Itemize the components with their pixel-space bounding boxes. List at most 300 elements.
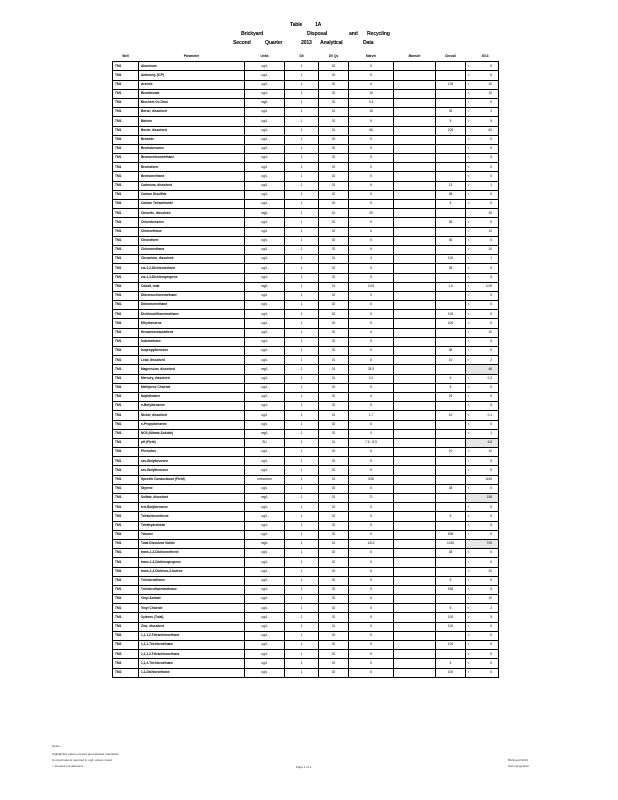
cell-marvel: 1412 (349, 539, 394, 548)
cell-chrusll: 205 (436, 126, 466, 135)
cell-units: ug/L (245, 530, 285, 539)
cell-dv-qs: 02 (319, 328, 349, 337)
cell-dilution: 1 (285, 310, 319, 319)
cell-chrusll (436, 291, 466, 300)
cell-units: ug/L (245, 172, 285, 181)
cell-detect-flag: < (466, 282, 472, 291)
title-word-recycling: Recycling (367, 31, 390, 37)
page-number: Page 1 of 2 (296, 765, 312, 769)
cell-detect-flag: < (466, 181, 472, 190)
cell-units: mg/L (245, 209, 285, 218)
cell-units: ug/L (245, 273, 285, 282)
cell-dv-qs: 02 (319, 659, 349, 668)
cell-mansell (394, 641, 436, 650)
cell-dilution: 1 (285, 282, 319, 291)
cell-detect-flag: < (466, 310, 472, 319)
cell-mansell (394, 604, 436, 613)
cell-parameter: Naphthalene (139, 392, 245, 401)
table-row (113, 200, 499, 209)
cell-well: TM1 (113, 392, 139, 401)
table-row (113, 264, 499, 273)
cell-marvel: 5 (349, 190, 394, 199)
table-row (113, 558, 499, 567)
cell-well: TM2 (113, 668, 139, 677)
cell-result-2013: 5 (472, 650, 499, 659)
cell-result-2013: 5 (472, 273, 499, 282)
cell-chrusll: 538 (436, 530, 466, 539)
cell-chrusll: 100 (436, 613, 466, 622)
col-header-marvel: Marvel (349, 53, 394, 62)
cell-marvel: 5 (349, 236, 394, 245)
cell-dilution: 1 (285, 218, 319, 227)
cell-units: ug/L (245, 549, 285, 558)
cell-dv-qs: 02 (319, 392, 349, 401)
cell-marvel: 0.5 (349, 98, 394, 107)
table-row (113, 365, 499, 374)
table-row (113, 126, 499, 135)
cell-detect-flag: < (466, 521, 472, 530)
table-row (113, 521, 499, 530)
cell-parameter: Arsenic (139, 80, 245, 89)
cell-result-2013: 706 (472, 539, 499, 548)
cell-dilution: 1 (285, 475, 319, 484)
cell-dv-qs: 02 (319, 89, 349, 98)
cell-detect-flag: < (466, 108, 472, 117)
cell-chrusll: 5 (436, 512, 466, 521)
cell-units: ug/L (245, 420, 285, 429)
cell-parameter: trans-1,3-Dichloropropene (139, 558, 245, 567)
cell-units: ug/L (245, 457, 285, 466)
cell-detect-flag: < (466, 659, 472, 668)
cell-detect-flag: < (466, 466, 472, 475)
note-2: Concentrations reported in ug/L unless noted (52, 758, 112, 762)
cell-detect-flag: < (466, 585, 472, 594)
cell-mansell (394, 567, 436, 576)
cell-chrusll (436, 328, 466, 337)
cell-chrusll: 13 (436, 181, 466, 190)
cell-units: mg/L (245, 365, 285, 374)
cell-detect-flag: < (466, 301, 472, 310)
cell-marvel: 5 (349, 585, 394, 594)
cell-dv-qs: 02 (319, 71, 349, 80)
cell-detect-flag: < (466, 71, 472, 80)
cell-parameter: cis-1,3-Dichloropropene (139, 273, 245, 282)
cell-result-2013: 5 (472, 383, 499, 392)
cell-result-2013: 5 (472, 392, 499, 401)
cell-detect-flag: < (466, 62, 472, 71)
col-header-well: Well (113, 53, 139, 62)
cell-parameter: Sulfate, dissolved (139, 494, 245, 503)
cell-mansell (394, 549, 436, 558)
cell-result-2013: 10 (472, 448, 499, 457)
cell-well: TM1 (113, 383, 139, 392)
cell-dv-qs: 01 (319, 181, 349, 190)
cell-dilution: 1 (285, 319, 319, 328)
cell-units: ug/L (245, 503, 285, 512)
cell-marvel: 5 (349, 163, 394, 172)
cell-marvel: 5 (349, 154, 394, 163)
cell-marvel: 5 (349, 530, 394, 539)
cell-mansell (394, 163, 436, 172)
cell-chrusll (436, 420, 466, 429)
cell-mansell (394, 227, 436, 236)
cell-mansell (394, 365, 436, 374)
table-row (113, 190, 499, 199)
cell-dv-qs: 02 (319, 135, 349, 144)
cell-parameter: Biochem Ox Dmd (139, 98, 245, 107)
cell-marvel: 5 (349, 668, 394, 677)
cell-marvel: 6 (349, 181, 394, 190)
cell-parameter: Bicarbonate (139, 89, 245, 98)
cell-dv-qs: 02 (319, 383, 349, 392)
table-row (113, 172, 499, 181)
cell-result-2013: 5 (472, 558, 499, 567)
cell-marvel: 5 (349, 273, 394, 282)
cell-dv-qs: 02 (319, 190, 349, 199)
cell-dilution: 1 (285, 549, 319, 558)
cell-dilution: 1 (285, 650, 319, 659)
cell-units: ug/L (245, 383, 285, 392)
cell-well: TM1 (113, 494, 139, 503)
cell-units: ug/L (245, 245, 285, 254)
table-row (113, 117, 499, 126)
cell-dv-qs: 02 (319, 585, 349, 594)
cell-result-2013: 0.05 (472, 282, 499, 291)
cell-marvel: 28.9 (349, 365, 394, 374)
cell-detect-flag: < (466, 383, 472, 392)
table-header-row (113, 53, 499, 62)
cell-well: TM1 (113, 273, 139, 282)
cell-units: ug/L (245, 659, 285, 668)
cell-dv-qs: 02 (319, 650, 349, 659)
cell-marvel: 15 (349, 89, 394, 98)
cell-parameter: Boron, dissolved (139, 108, 245, 117)
cell-parameter: Bromomethane (139, 172, 245, 181)
cell-parameter: Dichlorodifluoromethane (139, 310, 245, 319)
title-word-disposal: Disposal (307, 31, 328, 37)
cell-marvel: 5 (349, 71, 394, 80)
cell-chrusll: 538 (436, 585, 466, 594)
cell-dv-qs: 01 (319, 494, 349, 503)
table-row (113, 282, 499, 291)
cell-chrusll: 135 (436, 80, 466, 89)
cell-detect-flag: < (466, 411, 472, 420)
cell-chrusll: 100 (436, 255, 466, 264)
cell-dilution: 1 (285, 328, 319, 337)
cell-result-2013: 1 (472, 181, 499, 190)
cell-dv-qs: 02 (319, 264, 349, 273)
cell-units: ug/L (245, 310, 285, 319)
cell-marvel: 6 (349, 392, 394, 401)
cell-result-2013: 5 (472, 631, 499, 640)
cell-well: TM1 (113, 539, 139, 548)
cell-result-2013: 6 (472, 71, 499, 80)
cell-dilution: 1 (285, 200, 319, 209)
cell-chrusll (436, 475, 466, 484)
cell-chrusll (436, 494, 466, 503)
cell-dv-qs: 02 (319, 227, 349, 236)
cell-units: ug/L (245, 135, 285, 144)
cell-marvel: 5 (349, 466, 394, 475)
cell-marvel: 5 (349, 172, 394, 181)
cell-detect-flag: < (466, 420, 472, 429)
cell-parameter: Boron, dissolved (139, 126, 245, 135)
cell-chrusll (436, 172, 466, 181)
cell-chrusll: 100 (436, 310, 466, 319)
cell-units: ug/L (245, 356, 285, 365)
cell-dv-qs: 02 (319, 218, 349, 227)
cell-chrusll: 38 (436, 190, 466, 199)
cell-detect-flag: < (466, 80, 472, 89)
table-row (113, 144, 499, 153)
cell-chrusll: 100 (436, 668, 466, 677)
cell-dilution: 1 (285, 503, 319, 512)
cell-well: TM1 (113, 255, 139, 264)
cell-dilution: 1 (285, 209, 319, 218)
cell-well: TM1 (113, 301, 139, 310)
cell-dv-qs: 02 (319, 273, 349, 282)
cell-parameter: 1,1,2-Trichloroethane (139, 659, 245, 668)
cell-marvel: 5 (349, 457, 394, 466)
cell-parameter: Chloroform (139, 236, 245, 245)
cell-dv-qs: 01 (319, 282, 349, 291)
cell-result-2013: 1165 (472, 475, 499, 484)
cell-parameter: Aluminum (139, 62, 245, 71)
cell-well: TM2 (113, 641, 139, 650)
cell-dv-qs: 02 (319, 117, 349, 126)
cell-parameter: Trichlorofluoromethane (139, 585, 245, 594)
cell-marvel: 5 (349, 117, 394, 126)
cell-mansell (394, 98, 436, 107)
cell-dilution: 1 (285, 144, 319, 153)
cell-marvel: 5 (349, 549, 394, 558)
table-row (113, 530, 499, 539)
table-row (113, 71, 499, 80)
cell-mansell (394, 89, 436, 98)
cell-dilution: 1 (285, 438, 319, 447)
cell-detect-flag: < (466, 604, 472, 613)
cell-dv-qs: 02 (319, 337, 349, 346)
cell-dilution: 1 (285, 585, 319, 594)
cell-result-2013: 5 (472, 521, 499, 530)
cell-well: TM1 (113, 558, 139, 567)
cell-result-2013: 62 (472, 126, 499, 135)
cell-mansell (394, 466, 436, 475)
cell-parameter: Methylene Chloride (139, 383, 245, 392)
cell-dilution: 1 (285, 80, 319, 89)
cell-marvel: 5 (349, 402, 394, 411)
cell-units: mg/L (245, 429, 285, 438)
cell-dv-qs: 02 (319, 402, 349, 411)
cell-dv-qs: 02 (319, 319, 349, 328)
table-row (113, 154, 499, 163)
cell-parameter: sec-Butylbenzene (139, 466, 245, 475)
cell-units: ug/L (245, 613, 285, 622)
cell-chrusll (436, 227, 466, 236)
cell-parameter: Carbon Tetrachloride (139, 200, 245, 209)
cell-mansell (394, 282, 436, 291)
cell-dv-qs: 02 (319, 301, 349, 310)
table-row (113, 236, 499, 245)
cell-marvel: 5 (349, 310, 394, 319)
cell-dv-qs: 01 (319, 438, 349, 447)
cell-well: TM1 (113, 466, 139, 475)
table-row (113, 181, 499, 190)
table-row (113, 604, 499, 613)
cell-detect-flag: < (466, 347, 472, 356)
col-header-dilution: Dil (285, 53, 319, 62)
cell-units: ug/L (245, 319, 285, 328)
cell-units: ug/L (245, 521, 285, 530)
cell-well: TM1 (113, 521, 139, 530)
table-body (113, 62, 499, 678)
cell-well: TM1 (113, 282, 139, 291)
cell-parameter: Styrene (139, 484, 245, 493)
cell-detect-flag: < (466, 576, 472, 585)
cell-dv-qs: 02 (319, 512, 349, 521)
cell-result-2013: 5 (472, 310, 499, 319)
cell-result-2013: 1 (472, 429, 499, 438)
cell-dv-qs: 02 (319, 62, 349, 71)
cell-parameter: 1,1,1,2-Tetrachloroethane (139, 631, 245, 640)
cell-marvel: 5 (349, 135, 394, 144)
cell-well: TM1 (113, 126, 139, 135)
title-word-quarter: Quarter (265, 40, 283, 46)
title-word-second: Second (233, 40, 251, 46)
cell-dilution: 1 (285, 135, 319, 144)
cell-mansell (394, 245, 436, 254)
cell-parameter: Lead, dissolved (139, 356, 245, 365)
cell-mansell (394, 558, 436, 567)
cell-result-2013: 5 (472, 503, 499, 512)
cell-units: ug/L (245, 448, 285, 457)
cell-result-2013: 5 (472, 117, 499, 126)
table-row (113, 429, 499, 438)
cell-marvel: 5 (349, 576, 394, 585)
table-row (113, 650, 499, 659)
cell-dilution: 1 (285, 264, 319, 273)
cell-chrusll (436, 503, 466, 512)
cell-marvel: 538 (349, 475, 394, 484)
cell-mansell (394, 291, 436, 300)
cell-dv-qs: 02 (319, 521, 349, 530)
cell-parameter: sec-Butylbenzene (139, 457, 245, 466)
cell-dv-qs: 01 (319, 126, 349, 135)
cell-dv-qs: 02 (319, 549, 349, 558)
cell-parameter: trans-1,2-Dichloroethene (139, 549, 245, 558)
cell-well: TM1 (113, 227, 139, 236)
cell-well: TM1 (113, 117, 139, 126)
cell-dv-qs: 02 (319, 310, 349, 319)
cell-detect-flag: < (466, 255, 472, 264)
cell-parameter: Bromoform (139, 163, 245, 172)
cell-dv-qs: 02 (319, 172, 349, 181)
cell-parameter: Vinyl Chloride (139, 604, 245, 613)
cell-result-2013: 5 (472, 301, 499, 310)
cell-well: TM1 (113, 438, 139, 447)
cell-dilution: 1 (285, 163, 319, 172)
cell-result-2013: 5 (472, 659, 499, 668)
cell-units: ug/L (245, 227, 285, 236)
cell-parameter: Ethylbenzene (139, 319, 245, 328)
title-word-number: 1A (315, 22, 322, 28)
cell-mansell (394, 218, 436, 227)
cell-dv-qs: 01 (319, 374, 349, 383)
cell-dilution: 1 (285, 613, 319, 622)
cell-result-2013: 5 (472, 668, 499, 677)
table-row (113, 475, 499, 484)
table-row (113, 668, 499, 677)
cell-detect-flag: < (466, 356, 472, 365)
cell-mansell (394, 402, 436, 411)
cell-well: TM2 (113, 659, 139, 668)
cell-dv-qs: 02 (319, 631, 349, 640)
cell-result-2013: 6.8 (472, 438, 499, 447)
cell-dilution: 1 (285, 108, 319, 117)
table-row (113, 291, 499, 300)
title-word-brickyard: Brickyard (241, 31, 264, 37)
col-header-dv: DV Qs (319, 53, 349, 62)
cell-marvel: 5 (349, 347, 394, 356)
cell-marvel: 3 (349, 255, 394, 264)
cell-result-2013: 5 (472, 144, 499, 153)
cell-mansell (394, 420, 436, 429)
notes-title: Notes: (52, 744, 61, 748)
cell-units: ug/L (245, 163, 285, 172)
cell-parameter: n-Propylbenzene (139, 420, 245, 429)
cell-units: ug/L (245, 641, 285, 650)
table-row (113, 448, 499, 457)
cell-dilution: 1 (285, 521, 319, 530)
cell-dv-qs: 01 (319, 108, 349, 117)
cell-dilution: 1 (285, 411, 319, 420)
cell-units: ug/L (245, 576, 285, 585)
cell-result-2013: 2 (472, 108, 499, 117)
cell-dv-qs: 01 (319, 475, 349, 484)
table-row (113, 383, 499, 392)
table-row (113, 218, 499, 227)
cell-well: TM1 (113, 484, 139, 493)
cell-detect-flag: < (466, 172, 472, 181)
cell-mansell (394, 503, 436, 512)
table-row (113, 549, 499, 558)
cell-well: TM2 (113, 650, 139, 659)
cell-marvel: 6 (349, 356, 394, 365)
cell-marvel: 6 (349, 227, 394, 236)
cell-well: TM1 (113, 291, 139, 300)
cell-chrusll (436, 163, 466, 172)
table-row (113, 631, 499, 640)
cell-result-2013: 5 (472, 163, 499, 172)
cell-units: ug/L (245, 631, 285, 640)
table-row (113, 457, 499, 466)
cell-well: TM1 (113, 402, 139, 411)
cell-chrusll: 5 (436, 200, 466, 209)
table-row (113, 356, 499, 365)
cell-result-2013: 5 (472, 190, 499, 199)
cell-chrusll (436, 71, 466, 80)
cell-dv-qs: 02 (319, 420, 349, 429)
cell-dv-qs: 02 (319, 530, 349, 539)
cell-result-2013: 2 (472, 356, 499, 365)
cell-well: TM1 (113, 319, 139, 328)
cell-parameter: 1,1,1-Trichloroethane (139, 641, 245, 650)
cell-units: ug/L (245, 558, 285, 567)
cell-chrusll: 5 (436, 117, 466, 126)
cell-dilution: 1 (285, 558, 319, 567)
cell-units: mg/L (245, 539, 285, 548)
cell-dv-qs: 02 (319, 144, 349, 153)
